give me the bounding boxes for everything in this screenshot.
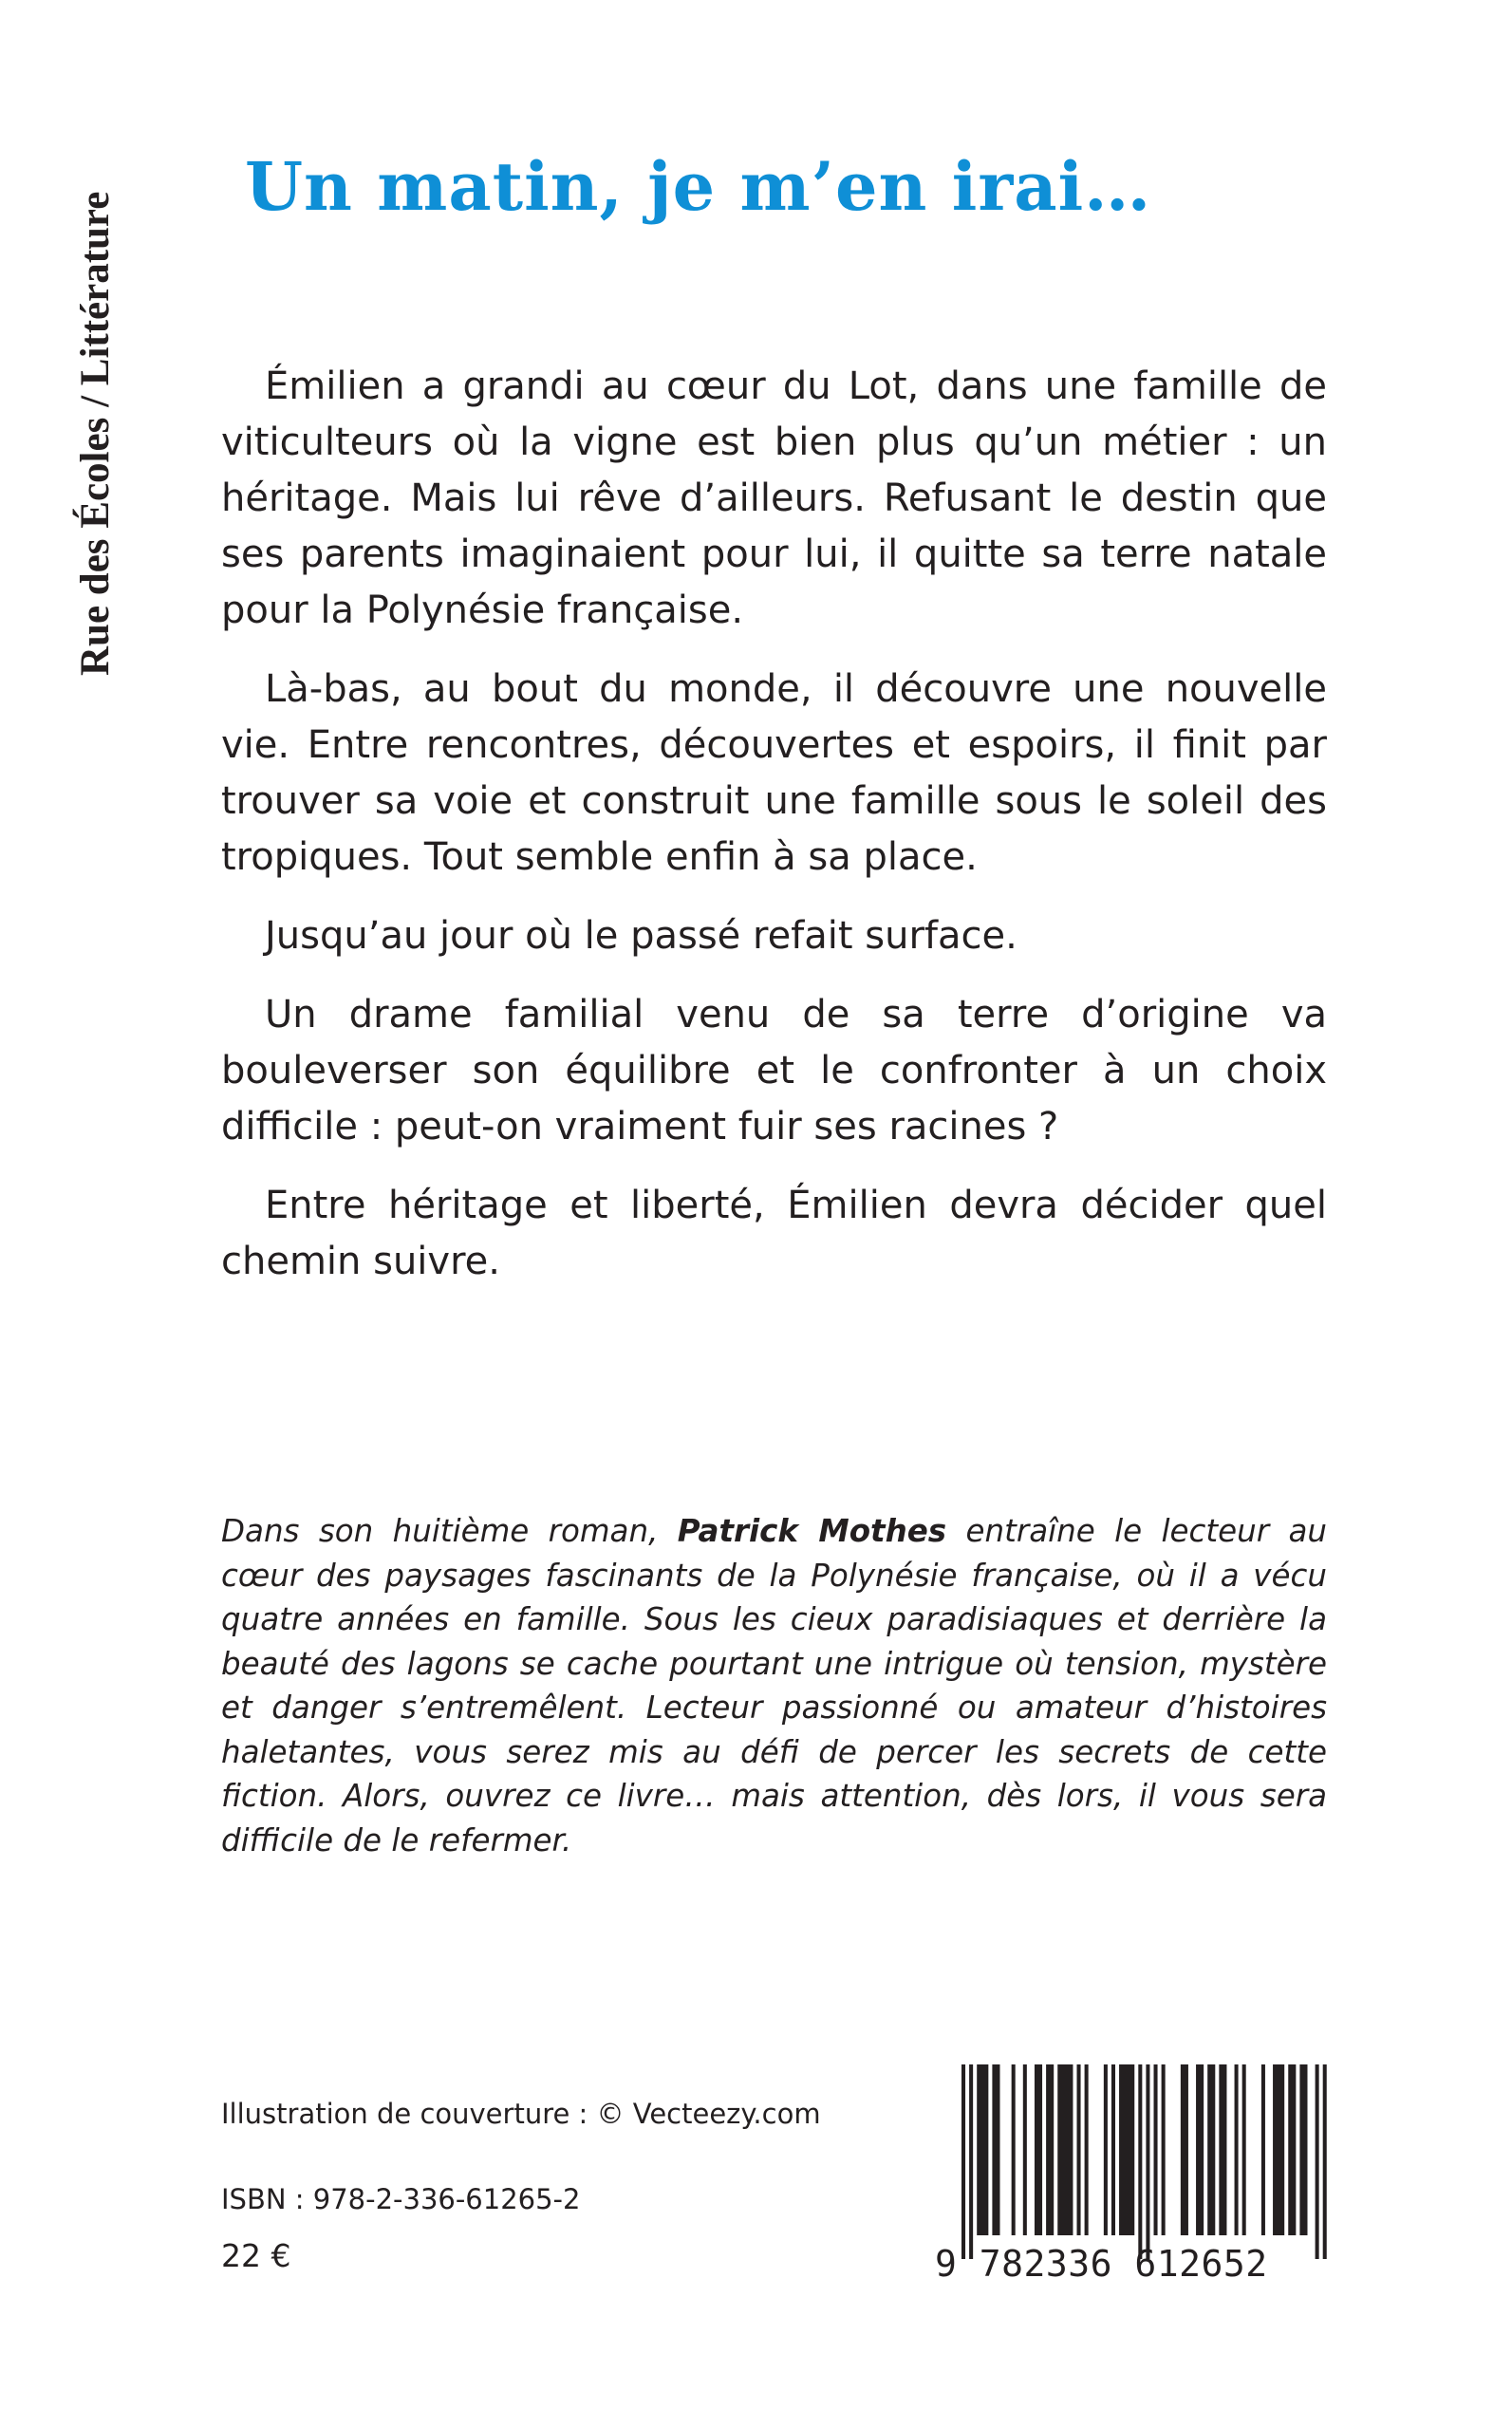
barcode-bar [1219, 2064, 1226, 2235]
illustration-credit: Illustration de couverture : © Vecteezy.com [221, 2098, 821, 2130]
about-author-intro: Dans son huitième roman, [221, 1513, 678, 1549]
barcode-guard-bar [1138, 2064, 1142, 2259]
barcode-bar [1288, 2064, 1296, 2235]
barcode-bar [1261, 2064, 1265, 2235]
synopsis-paragraph: Là-bas, au bout du monde, il découvre une nouvelle vie. Entre rencontres, découvertes et espoirs, il finit par trouver sa voie et construit une famille sous le soleil des tropiques. Tout semble enfin à sa place. [221, 667, 1327, 879]
barcode-bar [1012, 2064, 1016, 2235]
about-author [221, 1509, 1327, 1862]
barcode-guard-bar [961, 2064, 965, 2259]
book-title: Un matin, je m’en irai… [245, 147, 1152, 226]
barcode-bar [1181, 2064, 1188, 2235]
barcode-bar [1057, 2064, 1073, 2235]
barcode-bar [1273, 2064, 1284, 2235]
barcode-bar [1119, 2064, 1134, 2235]
barcode-bar [1077, 2064, 1081, 2235]
barcode-bar [1299, 2064, 1307, 2235]
barcode-bar [992, 2064, 999, 2235]
author-name: Patrick Mothes [677, 1513, 947, 1549]
price: 22 € [221, 2237, 291, 2274]
barcode-bar [1111, 2064, 1115, 2235]
barcode-bar [1023, 2064, 1027, 2235]
barcode-bar [1046, 2064, 1054, 2235]
isbn: ISBN : 978-2-336-61265-2 [221, 2183, 581, 2215]
barcode-bar [1242, 2064, 1246, 2235]
synopsis-paragraph: Jusqu’au jour où le passé refait surface. [265, 914, 1017, 958]
barcode-bar [1235, 2064, 1239, 2235]
barcode-guard-bar [969, 2064, 973, 2259]
barcode-bar [1162, 2064, 1166, 2235]
barcode-bar [977, 2064, 988, 2235]
barcode-bar [1154, 2064, 1158, 2235]
barcode-digits: 9 782336 612652 [935, 2243, 1268, 2285]
barcode-guard-bar [1323, 2064, 1327, 2259]
barcode-guard-bar [1316, 2064, 1319, 2259]
barcode [935, 2064, 1329, 2292]
synopsis-paragraph: Émilien a grandi au cœur du Lot, dans une famille de viticulteurs où la vigne est bien plus qu’un métier : un héritage. Mais lui rêve d’ailleurs. Refusant le destin que ses parents imaginaient pour lui, il quitte sa terre natale pour la Polynésie française. [221, 364, 1327, 632]
barcode-guard-bar [1146, 2064, 1149, 2259]
synopsis-paragraph: Entre héritage et liberté, Émilien devra décider quel chemin suivre. [221, 1184, 1327, 1283]
spine-series-label: Rue des Écoles / Littérature [73, 191, 118, 676]
synopsis-paragraph: Un drame familial venu de sa terre d’origine va bouleverser son équilibre et le confronter à un choix difficile : peut-on vraiment fuir ses racines ? [221, 993, 1327, 1148]
barcode-bar [1085, 2064, 1089, 2235]
barcode-bar [1104, 2064, 1108, 2235]
synopsis [221, 359, 1327, 1313]
barcode-bar [1196, 2064, 1204, 2235]
barcode-bar [1207, 2064, 1215, 2235]
about-author-text: entraîne le lecteur au cœur des paysages fascinants de la Polynésie française, où il a vécu quatre années en famille. Sous les cieux paradisiaques et derrière la beauté des lagons se cache pourtant une intrigue où tension, mystère et danger s’entremêlent. Lecteur passionné ou amateur d’histoires haletantes, vous serez mis au défi de percer les secrets de cette fiction. Alors, ouvrez ce livre… mais attention, dès lors, il vous sera difficile de le refermer. [221, 1513, 1327, 1858]
barcode-bar [1035, 2064, 1042, 2235]
